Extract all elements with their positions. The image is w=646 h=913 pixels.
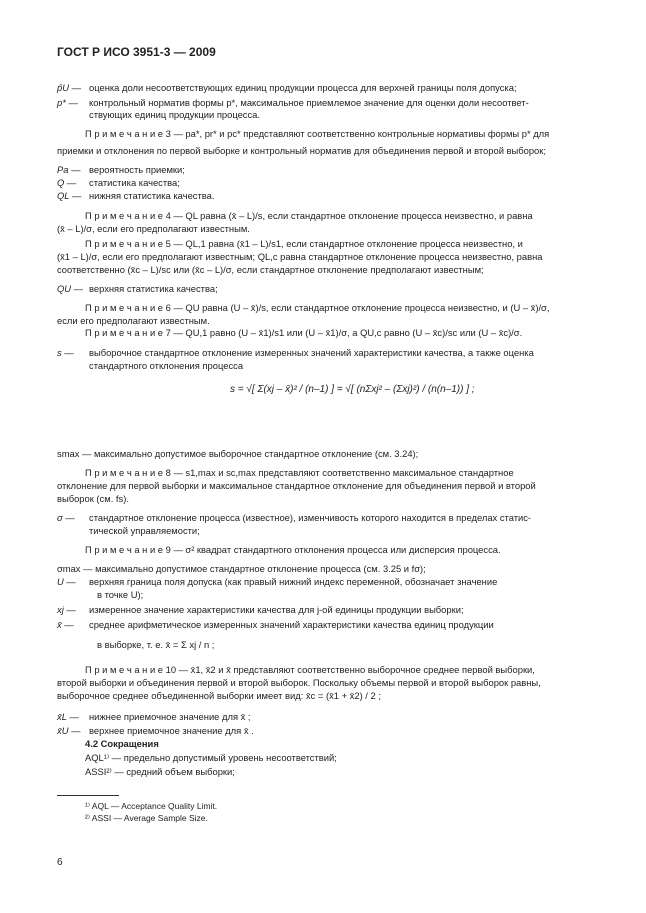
def-pa: Pa — вероятность приемки; xyxy=(57,164,185,175)
def-sigma: σ — стандартное отклонение процесса (известное), изменчивость которого находится в пределах статис- xyxy=(57,512,532,523)
def-smax: smax — максимально допустимое выборочное стандартное отклонение (см. 3.24); xyxy=(57,448,419,459)
section-title: 4.2 Сокращения xyxy=(85,738,159,749)
def-sigma-cont: тической управляемости; xyxy=(89,525,200,536)
note-8-cont2: выборок (см. fs). xyxy=(57,493,129,504)
note-5-cont2: соответственно (x̄c – L)/sc или (x̄c – L)/σ, если стандартное отклонение предполагают известным; xyxy=(57,264,484,275)
def-s-cont: стандартного отклонения процесса xyxy=(89,360,244,371)
def-sigmamax: σmax — максимально допустимое стандартное отклонение процесса (см. 3.25 и fσ); xyxy=(57,563,426,574)
note-6-cont: если его предполагают известным. xyxy=(57,315,210,326)
note-5: П р и м е ч а н и е 5 — QL,1 равна (x̄1 – L)/s1, если стандартное отклонение процесса неизвестно, и xyxy=(85,238,523,249)
def-s: s — выборочное стандартное отклонение измеренных значений характеристики качества, а также оценка xyxy=(57,347,534,358)
def-xu: x̄U — верхнее приемочное значение для x̄ . xyxy=(57,725,254,736)
page-number: 6 xyxy=(57,857,63,868)
def-ql: QL — нижняя статистика качества. xyxy=(57,190,215,201)
def-u: U — верхняя граница поля допуска (как правый нижний индекс переменной, обозначает значение xyxy=(57,576,498,587)
note-6: П р и м е ч а н и е 6 — QU равна (U – x̄)/s, если стандартное отклонение процесса неизвестно, и (U – x̄)/σ, xyxy=(85,302,550,313)
note-3-cont: приемки и отклонения по первой выборке и контрольный норматив для объединения первой и второй выборок; xyxy=(57,145,546,156)
def-xbar-cont: в выборке, т. е. x̄ = Σ xj / n ; xyxy=(97,639,215,650)
def-qu: QU — верхняя статистика качества; xyxy=(57,283,218,294)
footnote-2: ²⁾ ASSI — Average Sample Size. xyxy=(85,813,208,823)
abbr-assi: ASSI²⁾ — средний объем выборки; xyxy=(85,766,235,777)
note-8: П р и м е ч а н и е 8 — s1,max и sc,max представляют соответственно максимальное стандартное xyxy=(85,467,514,478)
note-4: П р и м е ч а н и е 4 — QL равна (x̄ – L)/s, если стандартное отклонение процесса неизвестно, и равна xyxy=(85,210,533,221)
def-pstar: p* — контрольный норматив формы p*, максимальное приемлемое значение для оценки доли несоответ- xyxy=(57,97,529,108)
note-7: П р и м е ч а н и е 7 — QU,1 равно (U – x̄1)/s1 или (U – x̄1)/σ, а QU,c равно (U – x̄c)/sc или (U – x̄c)/σ. xyxy=(85,327,523,338)
note-10: П р и м е ч а н и е 10 — x̄1, x̄2 и x̄ представляют соответственно выборочное среднее первой выборки, xyxy=(85,664,535,675)
formula-s: s = √[ Σ(xj – x̄)² / (n–1) ] = √[ (nΣxj² – (Σxj)²) / (n(n–1)) ] ; xyxy=(230,384,475,395)
def-u-cont: в точке U); xyxy=(97,589,144,600)
def-xbar: x̄ — среднее арифметическое измеренных значений характеристики качества единиц продукции xyxy=(57,619,494,630)
abbr-aql: AQL¹⁾ — предельно допустимый уровень несоответствий; xyxy=(85,752,337,763)
note-5-cont: (x̄1 – L)/σ, если его предполагают известным; QL,c равна стандартное отклонение процесса неизвестно, равна xyxy=(57,251,543,262)
def-pstar-cont: ствующих единиц продукции процесса. xyxy=(89,109,261,120)
note-4-cont: (x̄ – L)/σ, если его предполагают известным. xyxy=(57,223,250,234)
note-8-cont: отклонение для первой выборки и максимальное стандартное отклонение для объединения первой и второй xyxy=(57,480,536,491)
footnote-divider xyxy=(57,795,119,796)
note-10-cont2: выборочное среднее объединенной выборки имеет вид: x̄c = (x̄1 + x̄2) / 2 ; xyxy=(57,690,381,701)
note-10-cont: второй выборки и объединения первой и второй выборок. Поскольку объемы первой и второй выборок равны, xyxy=(57,677,541,688)
page-header: ГОСТ Р ИСО 3951-3 — 2009 xyxy=(57,45,216,59)
def-q: Q — статистика качества; xyxy=(57,177,180,188)
def-xl: x̄L — нижнее приемочное значение для x̄ ; xyxy=(57,711,251,722)
def-xj: xj — измеренное значение характеристики качества для j-ой единицы продукции выборки; xyxy=(57,604,464,615)
footnote-1: ¹⁾ AQL — Acceptance Quality Limit. xyxy=(85,801,218,811)
note-3: П р и м е ч а н и е 3 — pa*, pr* и pc* представляют соответственно контрольные нормативы формы p* для xyxy=(85,128,550,139)
def-pu: p̂U — оценка доли несоответствующих единиц продукции процесса для верхней границы поля допуска; xyxy=(57,82,517,93)
note-9: П р и м е ч а н и е 9 — σ² квадрат стандартного отклонения процесса или дисперсия процесса. xyxy=(85,544,501,555)
